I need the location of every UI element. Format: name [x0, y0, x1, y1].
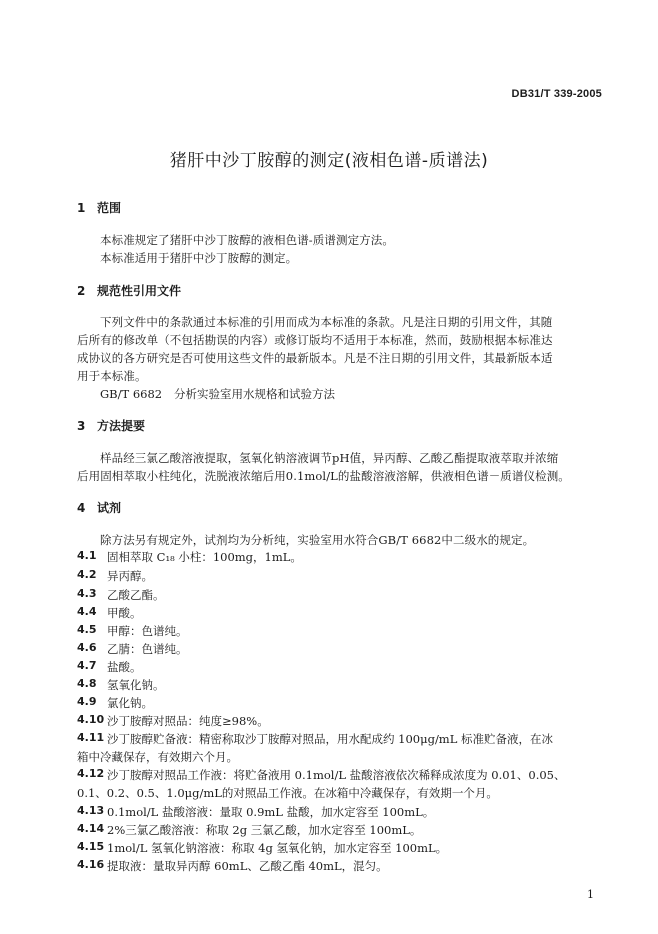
reagent-number: 4.5: [77, 623, 97, 636]
reagent-number: 4.2: [77, 568, 97, 581]
reagent-text: 乙酸乙酯。: [107, 588, 165, 602]
standard-code: DB31/T 339-2005: [511, 88, 602, 100]
reagent-item: [0, 767, 658, 803]
paragraph-line: 样品经三氯乙酸溶液提取，氢氧化钠溶液调节pH值，异丙醇、乙酸乙酯提取液萃取并浓缩: [100, 451, 559, 465]
reagent-item: [0, 659, 658, 677]
reagent-item: [0, 549, 658, 567]
reagent-item: [0, 695, 658, 713]
section-title: 范围: [97, 201, 122, 215]
reagent-number: 4.16: [77, 858, 105, 871]
reagent-item: [0, 568, 658, 586]
reagent-text: 甲酸。: [107, 606, 142, 620]
reagent-item: [0, 605, 658, 623]
paragraph-line: 后所有的修改单（不包括勘误的内容）或修订版均不适用于本标准，然而，鼓励根据本标准达: [77, 333, 553, 347]
reagent-item: [0, 587, 658, 605]
section-1-heading: [77, 199, 121, 216]
paragraph-line: 下列文件中的条款通过本标准的引用而成为本标准的条款。凡是注日期的引用文件，其随: [100, 315, 553, 329]
reagent-number: 4.6: [77, 641, 97, 654]
paragraph-line: 后用固相萃取小柱纯化，洗脱液浓缩后用0.1mol/L的盐酸溶液溶解，供液相色谱－质谱仪检测。: [77, 469, 570, 483]
reagent-text: 甲醇：色谱纯。: [107, 624, 188, 638]
reagent-number: 4.3: [77, 587, 97, 600]
reagent-text: 沙丁胺醇对照品工作液：将贮备液用 0.1mol/L 盐酸溶液依次稀释成浓度为 0.01、0.05、: [107, 768, 566, 782]
reagent-item: [0, 731, 658, 767]
section-title: 方法提要: [97, 419, 146, 433]
normative-reference: [100, 386, 335, 402]
reagent-text: 氢氧化钠。: [107, 678, 165, 692]
reagent-number: 4.13: [77, 804, 105, 817]
reagent-text-continued: 0.1、0.2、0.5、1.0μg/mL的对照品工作液。在冰箱中冷藏保存，有效期一个月。: [77, 786, 498, 800]
reagent-item: [0, 713, 658, 731]
reagent-text: 固相萃取 C₁₈ 小柱：100mg，1mL。: [107, 550, 302, 564]
paragraph-line: 成协议的各方研究是否可使用这些文件的最新版本。凡是不注日期的引用文件，其最新版本适: [77, 351, 553, 365]
reagent-item: [0, 641, 658, 659]
reagent-item: [0, 840, 658, 858]
reagent-number: 4.1: [77, 549, 97, 562]
reagent-item: [0, 858, 658, 876]
reagent-text-continued: 箱中冷藏保存，有效期六个月。: [77, 750, 238, 764]
reagent-text: 异丙醇。: [107, 569, 153, 583]
reagent-text: 1mol/L 氢氧化钠溶液：称取 4g 氢氧化钠，加水定容至 100mL。: [107, 841, 448, 855]
reagent-number: 4.7: [77, 659, 97, 672]
section-title: 试剂: [97, 501, 122, 515]
section-4-heading: [77, 499, 121, 516]
paragraph-line: 除方法另有规定外，试剂均为分析纯，实验室用水符合GB/T 6682中二级水的规定。: [100, 533, 535, 547]
reagent-number: 4.14: [77, 822, 105, 835]
reagent-text: 沙丁胺醇对照品：纯度≥98%。: [107, 714, 269, 728]
reagent-number: 4.4: [77, 605, 97, 618]
reagent-text: 0.1mol/L 盐酸溶液：量取 0.9mL 盐酸，加水定容至 100mL。: [107, 805, 435, 819]
page-number: 1: [587, 888, 594, 901]
paragraph-line: 本标准适用于猪肝中沙丁胺醇的测定。: [100, 251, 298, 265]
reference-title: 分析实验室用水规格和试验方法: [174, 387, 335, 401]
reagent-number: 4.8: [77, 677, 97, 690]
section-number: 3: [77, 419, 86, 433]
reagent-number: 4.9: [77, 695, 97, 708]
reagent-text: 沙丁胺醇贮备液：精密称取沙丁胺醇对照品，用水配成约 100μg/mL 标准贮备液，在冰: [107, 732, 554, 746]
document-title: 猪肝中沙丁胺醇的测定(液相色谱-质谱法): [169, 151, 489, 171]
reagent-number: 4.11: [77, 731, 105, 744]
section-number: 4: [77, 501, 86, 515]
reagent-item: [0, 623, 658, 641]
reagent-item: [0, 822, 658, 840]
reagent-number: 4.12: [77, 767, 105, 780]
reference-code: GB/T 6682: [100, 387, 163, 401]
section-number: 1: [77, 201, 86, 215]
reagent-text: 盐酸。: [107, 660, 142, 674]
reagent-text: 2%三氯乙酸溶液：称取 2g 三氯乙酸，加水定容至 100mL。: [107, 823, 422, 837]
section-number: 2: [77, 284, 86, 298]
reagent-text: 乙腈：色谱纯。: [107, 642, 188, 656]
section-3-heading: [77, 417, 145, 434]
section-2-heading: [77, 282, 181, 299]
paragraph-line: 用于本标准。: [77, 369, 147, 383]
reagent-number: 4.10: [77, 713, 105, 726]
reagent-text: 提取液：量取异丙醇 60mL、乙酸乙酯 40mL，混匀。: [107, 859, 388, 873]
paragraph-line: 本标准规定了猪肝中沙丁胺醇的液相色谱-质谱测定方法。: [100, 233, 394, 247]
reagent-item: [0, 804, 658, 822]
reagent-number: 4.15: [77, 840, 105, 853]
reagent-item: [0, 677, 658, 695]
section-title: 规范性引用文件: [97, 284, 182, 298]
reagent-text: 氯化钠。: [107, 696, 153, 710]
